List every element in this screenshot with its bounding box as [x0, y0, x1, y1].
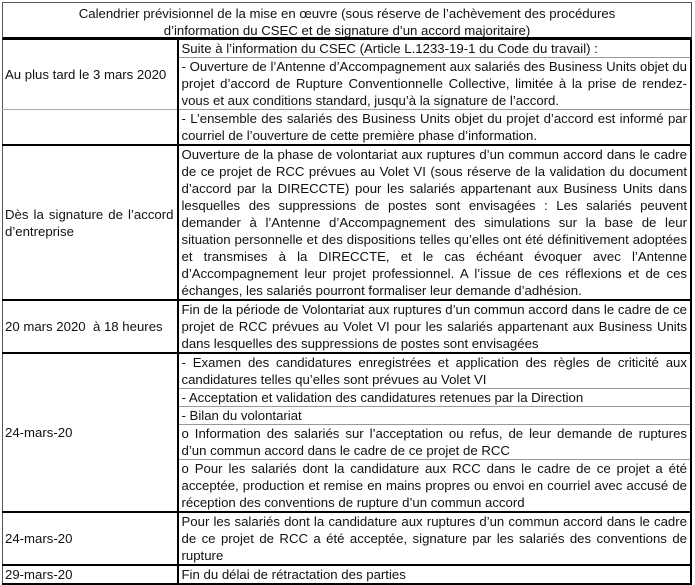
table-row — [3, 300, 692, 353]
row-item: Pour les salariés dont la candidature aux ruptures d’un commun accord dans le cadre de ce projet de RCC a été acceptée, signature par les salariés des conventions de rupture — [178, 512, 692, 565]
table-row — [3, 353, 692, 389]
title-line-1: Calendrier prévisionnel de la mise en œuvre (sous réserve de l’achèvement des procédures — [78, 6, 616, 21]
table-row — [3, 565, 692, 584]
schedule-table — [2, 40, 692, 585]
row-item: Suite à l’information du CSEC (Article L.1233-19-1 du Code du travail) : — [178, 40, 692, 58]
row-item: - Acceptation et validation des candidatures retenues par la Direction — [178, 389, 692, 407]
calendar-document — [2, 2, 692, 585]
title-line-2: d’information du CSEC et de signature d’un accord majoritaire) — [163, 23, 531, 38]
row-item: Ouverture de la phase de volontariat aux ruptures d’un commun accord dans le cadre de ce projet de RCC prévues au Volet VI (sous réserve de la validation du document d’accord par la DIRECCTE) pour les salariés appartenant aux Business Units dans lesquelles des suppressions de postes sont envisagées : Les salariés peuvent demander à l’Antenne d’Accompagnement des simulations sur la base de leur situation personnelle et des dispositions telles qu’elles ont été définitivement adoptées et transmises à la DIRECCTE, et le cas échéant évoquer avec l’Antenne d’Accompagnement leur projet professionnel. A l’issue de ces réflexions et de ces échanges, les salariés pourront formaliser leur demande d’adhésion. — [178, 145, 692, 300]
row-item: Fin du délai de rétractation des parties — [178, 565, 692, 584]
table-row — [3, 40, 692, 58]
table-row — [3, 145, 692, 300]
table-row — [3, 110, 692, 146]
row-item: - Bilan du volontariat — [178, 407, 692, 425]
row-item: - Ouverture de l’Antenne d’Accompagnement aux salariés des Business Units objet du projet d’accord de Rupture Conventionnelle Collective, limitée à la prise de rendez-vous et aux conditions standard, jusqu’à la signature de l’accord. — [178, 58, 692, 110]
row-date: 20 mars 2020 à 18 heures — [3, 300, 178, 353]
row-item: - Examen des candidatures enregistrées et application des règles de criticité aux candidatures telles qu’elles sont prévues au Volet VI — [178, 353, 692, 389]
row-date: Dès la signature de l’accord d’entreprise — [3, 145, 178, 300]
row-item: o Pour les salariés dont la candidature aux RCC dans le cadre de ce projet a été acceptée, production et remise en mains propres ou envoi en courriel avec accusé de réception des conventions de rupture d’un commun accord — [178, 460, 692, 513]
row-date-empty — [3, 110, 178, 146]
row-item: o Information des salariés sur l’acceptation ou refus, de leur demande de ruptures d’un commun accord dans le cadre de ce projet de RCC — [178, 425, 692, 460]
calendar-title — [2, 2, 692, 40]
table-row — [3, 512, 692, 565]
row-item: Fin de la période de Volontariat aux ruptures d’un commun accord dans le cadre de ce projet de RCC prévues au Volet VI pour les salariés appartenant aux Business Units dans lesquelles des suppressions de postes sont envisagées — [178, 300, 692, 353]
row-date: Au plus tard le 3 mars 2020 — [3, 40, 178, 110]
row-date: 29-mars-20 — [3, 565, 178, 584]
row-date: 24-mars-20 — [3, 512, 178, 565]
row-item: - L’ensemble des salariés des Business Units objet du projet d’accord est informé par courriel de l’ouverture de cette première phase d’information. — [178, 110, 692, 146]
row-date: 24-mars-20 — [3, 353, 178, 512]
